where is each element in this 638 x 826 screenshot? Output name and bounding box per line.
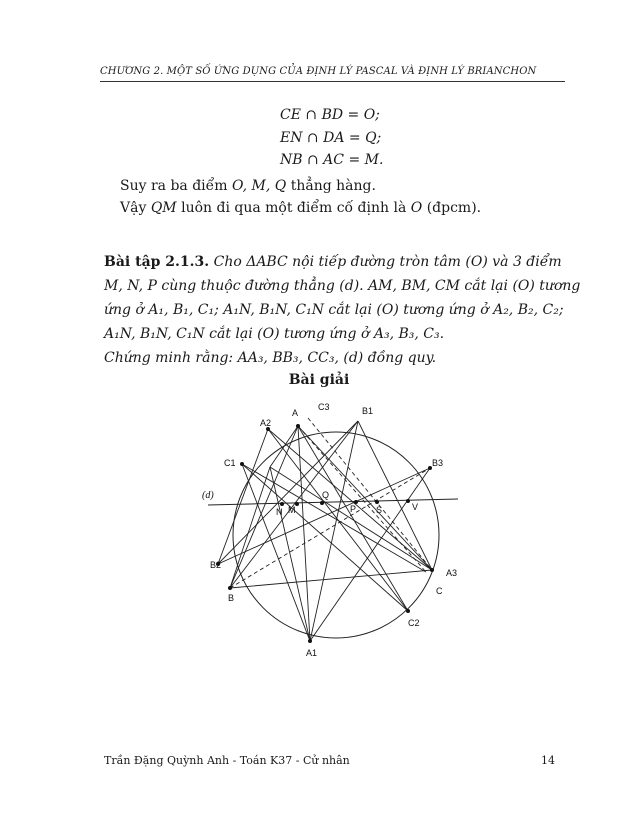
exercise-label: Bài tập 2.1.3.	[104, 254, 210, 270]
label-A3: A3	[446, 568, 458, 578]
label-B: B	[228, 593, 235, 603]
label-C: C	[436, 586, 443, 596]
conclusion-text: (đpcm).	[422, 200, 482, 216]
math-inline: O	[410, 200, 423, 216]
label-B3: B3	[432, 458, 444, 468]
equation-3: NB ∩ AC = M.	[280, 152, 384, 168]
label-C3: C3	[318, 402, 330, 412]
points	[216, 424, 434, 643]
label-A2: A2	[260, 418, 272, 428]
equation-2: EN ∩ DA = Q;	[280, 130, 382, 146]
label-C2: C2	[408, 618, 420, 628]
footer-author: Trần Đặng Quỳnh Anh - Toán K37 - Cử nhân	[104, 754, 350, 767]
conclusion-text: thẳng hàng.	[286, 178, 376, 194]
label-C1: C1	[224, 458, 236, 468]
label-B1: B1	[362, 406, 374, 416]
solution-title: Bài giải	[288, 372, 350, 388]
label-S: S	[376, 505, 383, 515]
math-inline: O, M, Q	[232, 178, 287, 194]
conclusion-text: Vậy	[120, 200, 151, 216]
dashed-lines	[230, 418, 432, 588]
exercise-line-3: ứng ở A₁, B₁, C₁; A₁N, B₁N, C₁N cắt lại (O) tương ứng ở A₂, B₂, C₂;	[104, 302, 564, 318]
label-d: (d)	[202, 490, 214, 501]
label-A1: A1	[306, 648, 318, 658]
math-inline: QM	[150, 200, 177, 216]
circle-O	[233, 432, 439, 638]
label-P: P	[350, 504, 357, 514]
geometry-figure	[190, 396, 470, 670]
exercise-line-4: A₁N, B₁N, C₁N cắt lại (O) tương ứng ở A₃, B₃, C₃.	[104, 326, 445, 342]
header-rule	[100, 81, 565, 82]
label-Q: Q	[322, 490, 330, 500]
page-number: 14	[541, 754, 555, 767]
label-M: M	[288, 505, 296, 515]
label-A: A	[292, 408, 299, 418]
exercise-line-1	[104, 250, 562, 274]
label-N: N	[276, 507, 283, 517]
line-d	[208, 499, 458, 505]
exercise-line-5: Chứng minh rằng: AA₃, BB₃, CC₃, (d) đồng quy.	[104, 350, 437, 366]
conclusion-line-2	[120, 200, 481, 216]
conclusion-text: Suy ra ba điểm	[120, 178, 232, 194]
exercise-text: Cho ΔABC nội tiếp đường tròn tâm (O) và 3 điểm	[209, 254, 562, 270]
geometry-diagram	[190, 396, 470, 666]
exercise-block	[104, 250, 581, 370]
equation-1: CE ∩ BD = O;	[280, 107, 380, 123]
label-B2: B2	[210, 560, 222, 570]
conclusion-line-1	[120, 178, 376, 194]
conclusion-text: luôn đi qua một điểm cố định là	[176, 200, 411, 216]
label-V: V	[412, 502, 419, 512]
exercise-line-2: M, N, P cùng thuộc đường thẳng (d). AM, BM, CM cắt lại (O) tương	[104, 278, 581, 294]
running-header: CHƯƠNG 2. MỘT SỐ ỨNG DỤNG CỦA ĐỊNH LÝ PASCAL VÀ ĐỊNH LÝ BRIANCHON	[100, 66, 537, 77]
